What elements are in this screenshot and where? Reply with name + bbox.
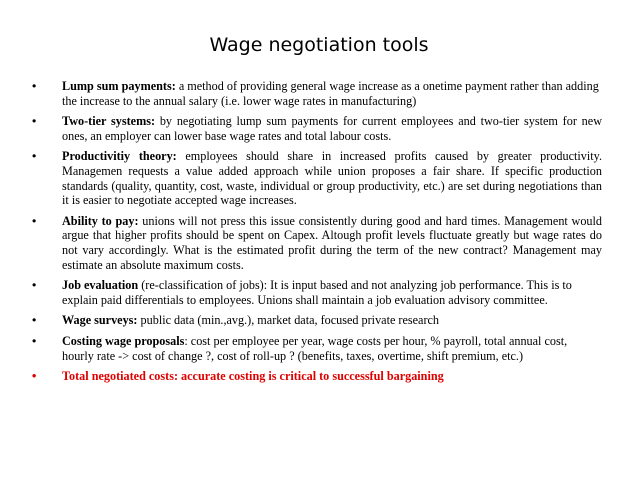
bullet-body: by negotiating lump sum payments for current employees and two-tier system for new ones, an employer can lower base wage rates and total labour costs. — [62, 114, 602, 143]
bullet-text — [62, 313, 602, 328]
bullet-job-evaluation — [30, 278, 602, 307]
bullet-body: a method of providing general wage increase as a onetime payment rather than adding the increase to the annual salary (i.e. lower wage rates in manufacturing) — [62, 79, 599, 108]
bullet-term: Costing wage proposals — [62, 333, 185, 348]
bullet-text — [62, 114, 602, 143]
bullet-text — [62, 278, 602, 307]
bullet-text — [62, 369, 602, 384]
bullet-icon: • — [32, 278, 37, 293]
bullet-text — [62, 214, 602, 272]
bullet-icon: • — [32, 369, 37, 384]
bullet-term: Productivitiy theory: — [62, 149, 177, 164]
bullet-lump-sum-payments — [30, 79, 602, 108]
bullet-list — [30, 79, 602, 390]
bullet-term: Total negotiated costs: accurate costing is critical to successful bargaining — [62, 369, 444, 384]
bullet-productivity-theory — [30, 149, 602, 207]
bullet-body: employees should share in increased profits caused by greater productivity. Managemen requests a value added approach while union proposes a fair share. If specific production standards (quality, quantity, cost, waste, individual or group productivity, etc.) are set during negotiations than it is easier to negotiate accepted wage increases. — [62, 149, 603, 208]
bullet-term: Two-tier systems: — [62, 114, 156, 129]
bullet-icon: • — [32, 313, 37, 328]
bullet-body: : cost per employee per year, wage costs per hour, % payroll, total annual cost, hourly rate -> cost of change ?, cost of roll-up ? (benefits, taxes, overtime, shift premium, etc.) — [62, 333, 568, 363]
bullet-ability-to-pay — [30, 214, 602, 272]
bullet-icon: • — [32, 79, 37, 93]
bullet-wage-surveys — [30, 313, 602, 328]
bullet-costing-wage-proposals — [30, 334, 602, 363]
bullet-two-tier-systems — [30, 114, 602, 143]
bullet-icon: • — [32, 213, 37, 228]
bullet-total-negotiated-costs — [30, 369, 602, 384]
bullet-body: public data (min.,avg.), market data, focused private research — [137, 313, 440, 328]
bullet-term: Lump sum payments: — [62, 79, 176, 93]
bullet-text — [62, 79, 602, 108]
bullet-icon: • — [32, 333, 37, 348]
bullet-icon: • — [32, 149, 37, 164]
bullet-text — [62, 149, 602, 207]
bullet-term: Ability to pay: — [62, 213, 139, 228]
bullet-text — [62, 334, 602, 363]
bullet-body: (re-classification of jobs): It is input based and not analyzing job performance. This is to explain paid differentials to employees. Unions shall maintain a job evaluation advisory committee. — [62, 278, 572, 307]
bullet-term: Wage surveys: — [62, 313, 138, 328]
bullet-term: Job evaluation — [62, 278, 139, 293]
slide-title: Wage negotiation tools — [209, 34, 429, 56]
bullet-body: unions will not press this issue consistently during good and hard times. Management would argue that higher profits should be spent on Capex. Altough profit levels fluctuate greatly but wage rates do not vary accordingly. What is the estimated profit during the term of the new contract? Management may estimate an absolute maximum costs. — [62, 213, 602, 272]
bullet-icon: • — [32, 114, 37, 129]
